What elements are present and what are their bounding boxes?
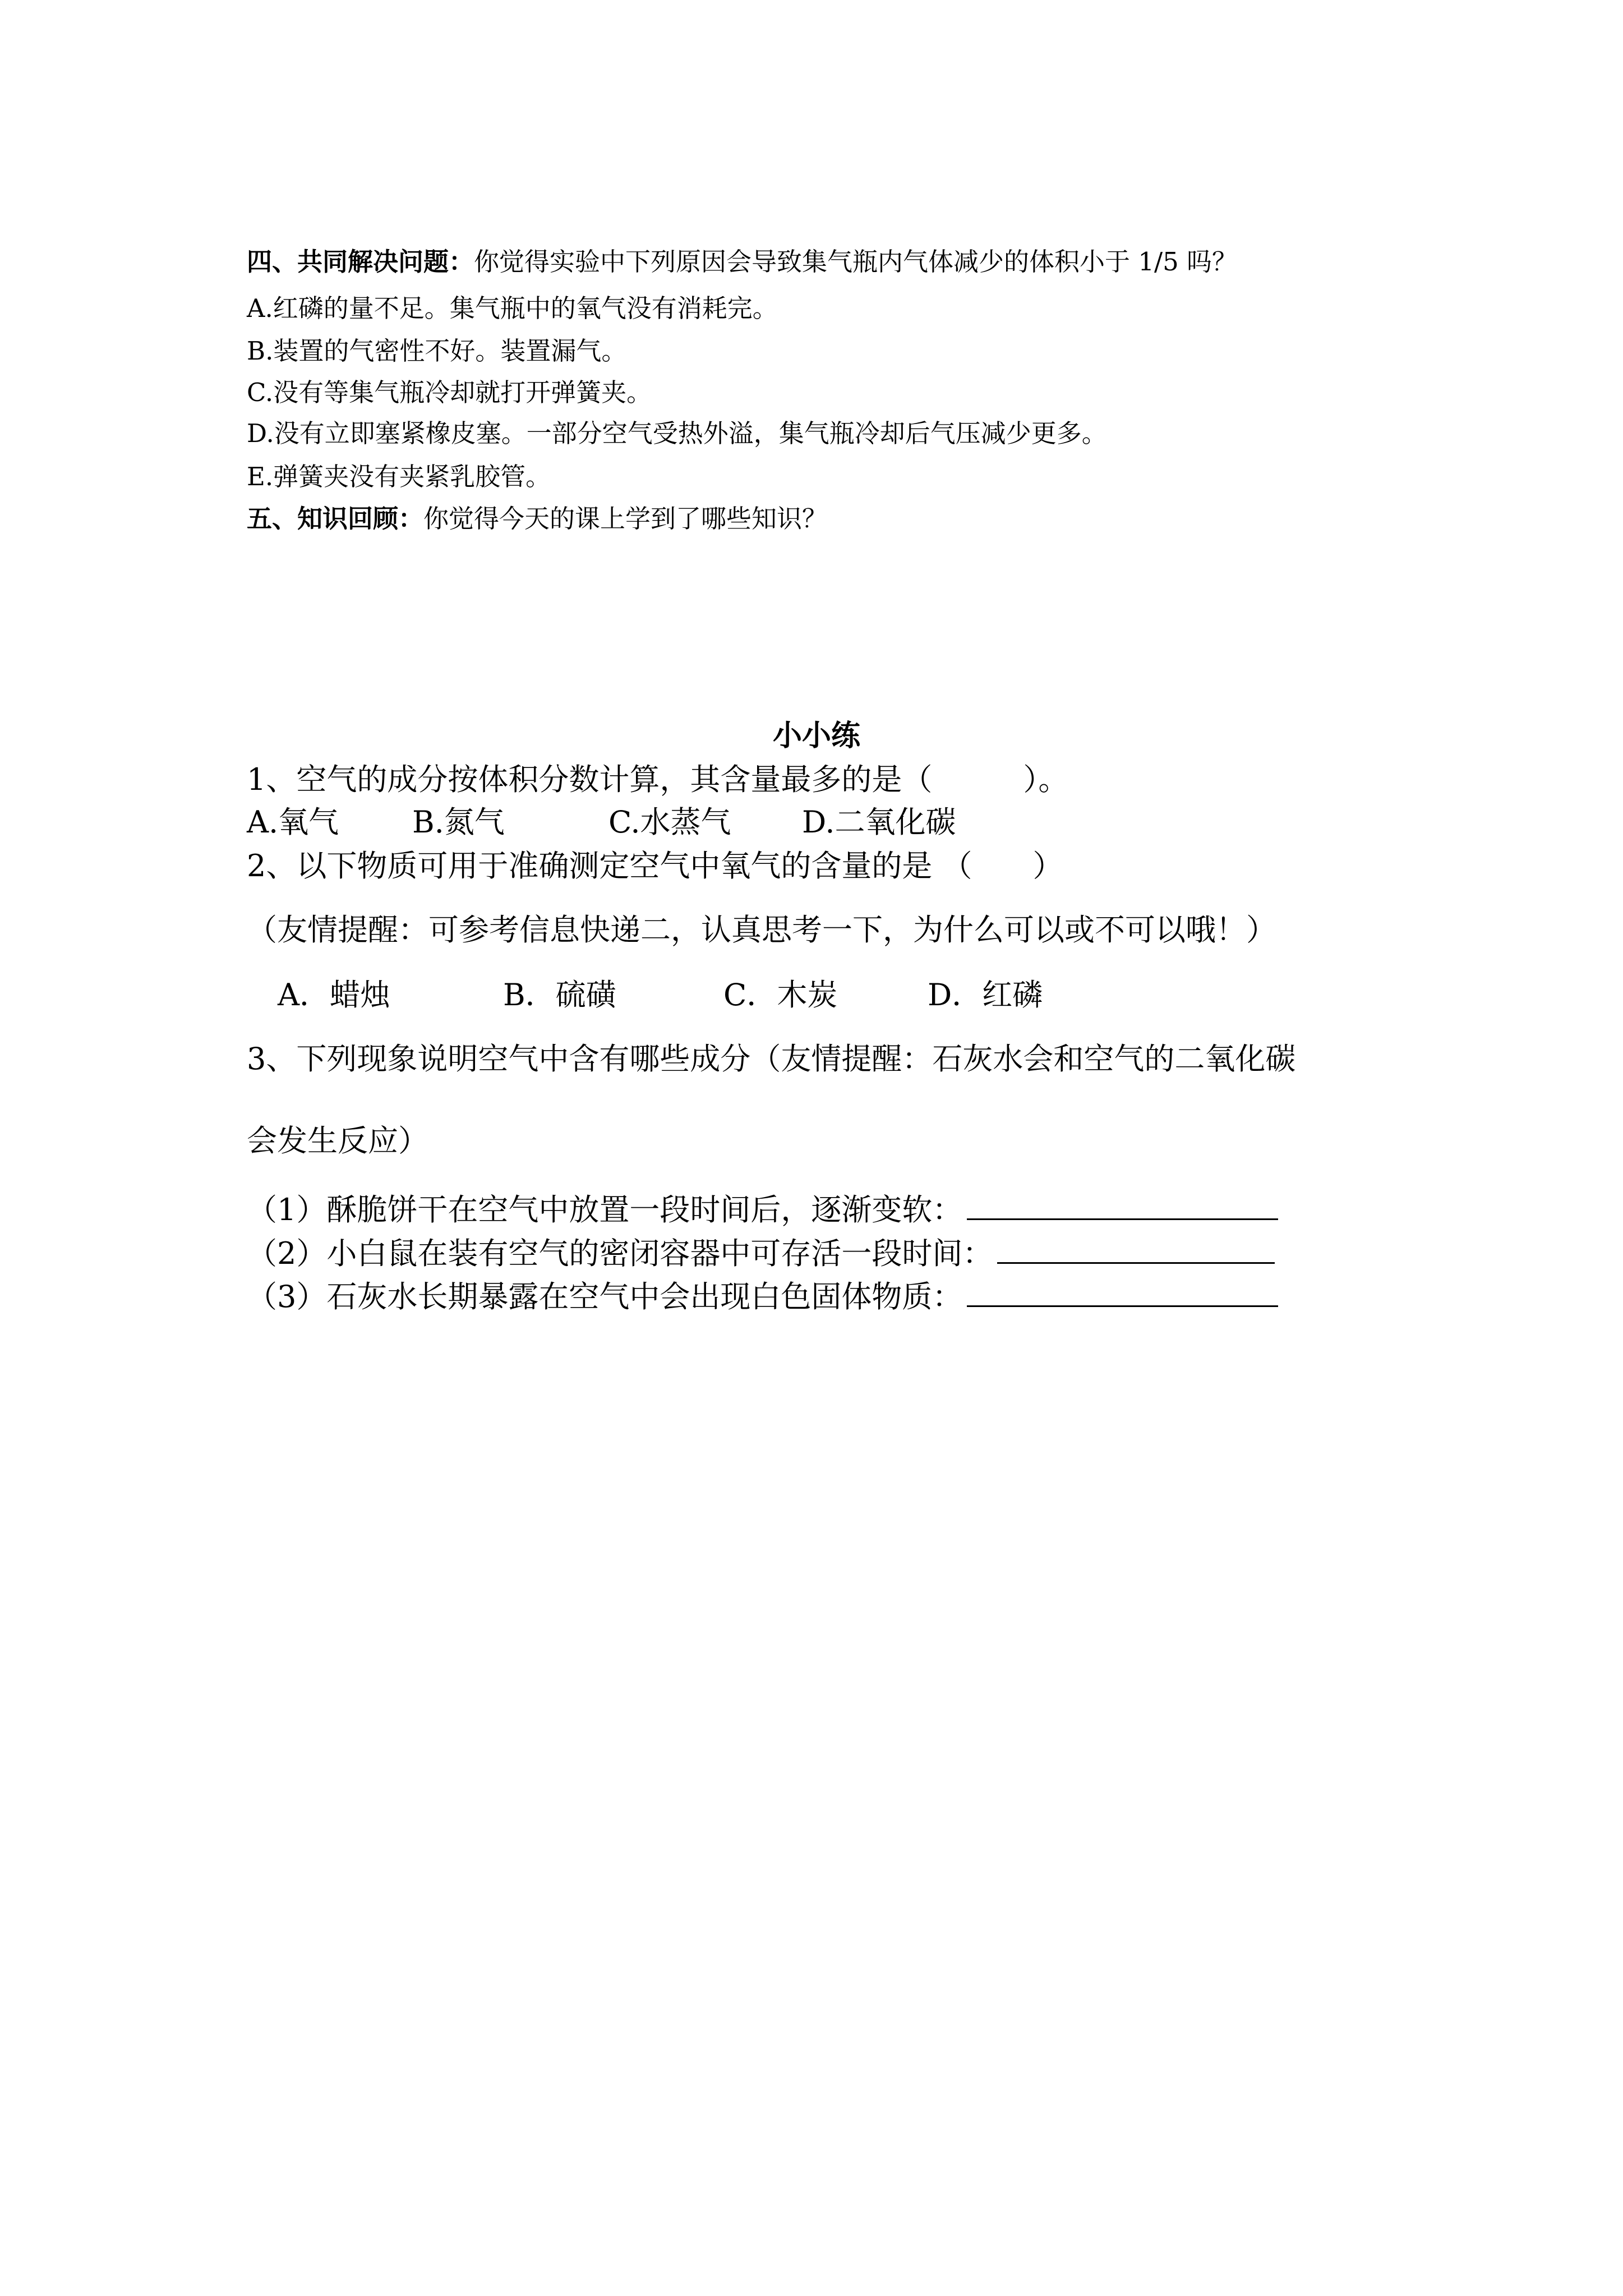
section4-option-d: D.没有立即塞紧橡皮塞。一部分空气受热外溢，集气瓶冷却后气压减少更多。 (247, 418, 1107, 448)
q3-text-continued: 会发生反应） (247, 1123, 428, 1158)
q3-item-3 (247, 1275, 1278, 1317)
q1-option-a: A.氧气 (247, 804, 339, 840)
section4-option-b: B.装置的气密性不好。装置漏气。 (247, 336, 627, 366)
practice-title: 小小练 (773, 719, 861, 753)
section4-line (247, 245, 1237, 279)
q2-option-b: B．硫磺 (503, 977, 616, 1013)
q1-text: 1、空气的成分按体积分数计算，其含量最多的是（ ）。 (247, 762, 1069, 797)
q3-item-1-text: （1）酥脆饼干在空气中放置一段时间后，逐渐变软： (247, 1192, 963, 1227)
q2-hint: （友情提醒：可参考信息快递二，认真思考一下，为什么可以或不可以哦！） (247, 912, 1276, 947)
answer-blank-1[interactable] (967, 1188, 1278, 1220)
q2-option-d: D．红磷 (928, 977, 1043, 1013)
section5-question: 你觉得今天的课上学到了哪些知识？ (423, 504, 828, 533)
q2-option-a: A．蜡烛 (278, 977, 390, 1013)
q1-option-d: D.二氧化碳 (802, 804, 956, 840)
q1-option-c: C.水蒸气 (608, 804, 731, 840)
section4-option-a: A.红磷的量不足。集气瓶中的氧气没有消耗完。 (247, 293, 778, 323)
answer-blank-2[interactable] (997, 1232, 1275, 1264)
section4-heading: 四、共同解决问题： (247, 247, 474, 277)
q3-item-3-text: （3）石灰水长期暴露在空气中会出现白色固体物质： (247, 1279, 963, 1314)
q3-item-2-text: （2）小白鼠在装有空气的密闭容器中可存活一段时间： (247, 1236, 993, 1271)
q2-text: 2、以下物质可用于准确测定空气中氧气的含量的是 （ ） (247, 848, 1063, 884)
section5-heading: 五、知识回顾： (247, 504, 424, 533)
q1-option-b: B.氮气 (412, 804, 505, 840)
q3-item-2 (247, 1232, 1275, 1274)
section4-question: 你觉得实验中下列原因会导致集气瓶内气体减少的体积小于 1/5 吗？ (474, 247, 1238, 277)
q3-item-1 (247, 1188, 1278, 1230)
q2-option-c: C．木炭 (723, 977, 838, 1013)
section4-option-c: C.没有等集气瓶冷却就打开弹簧夹。 (247, 378, 652, 407)
q3-text: 3、下列现象说明空气中含有哪些成分（友情提醒：石灰水会和空气的二氧化碳 (247, 1041, 1296, 1076)
section5-line (247, 502, 827, 536)
section4-option-e: E.弹簧夹没有夹紧乳胶管。 (247, 462, 551, 491)
answer-blank-3[interactable] (967, 1275, 1278, 1307)
